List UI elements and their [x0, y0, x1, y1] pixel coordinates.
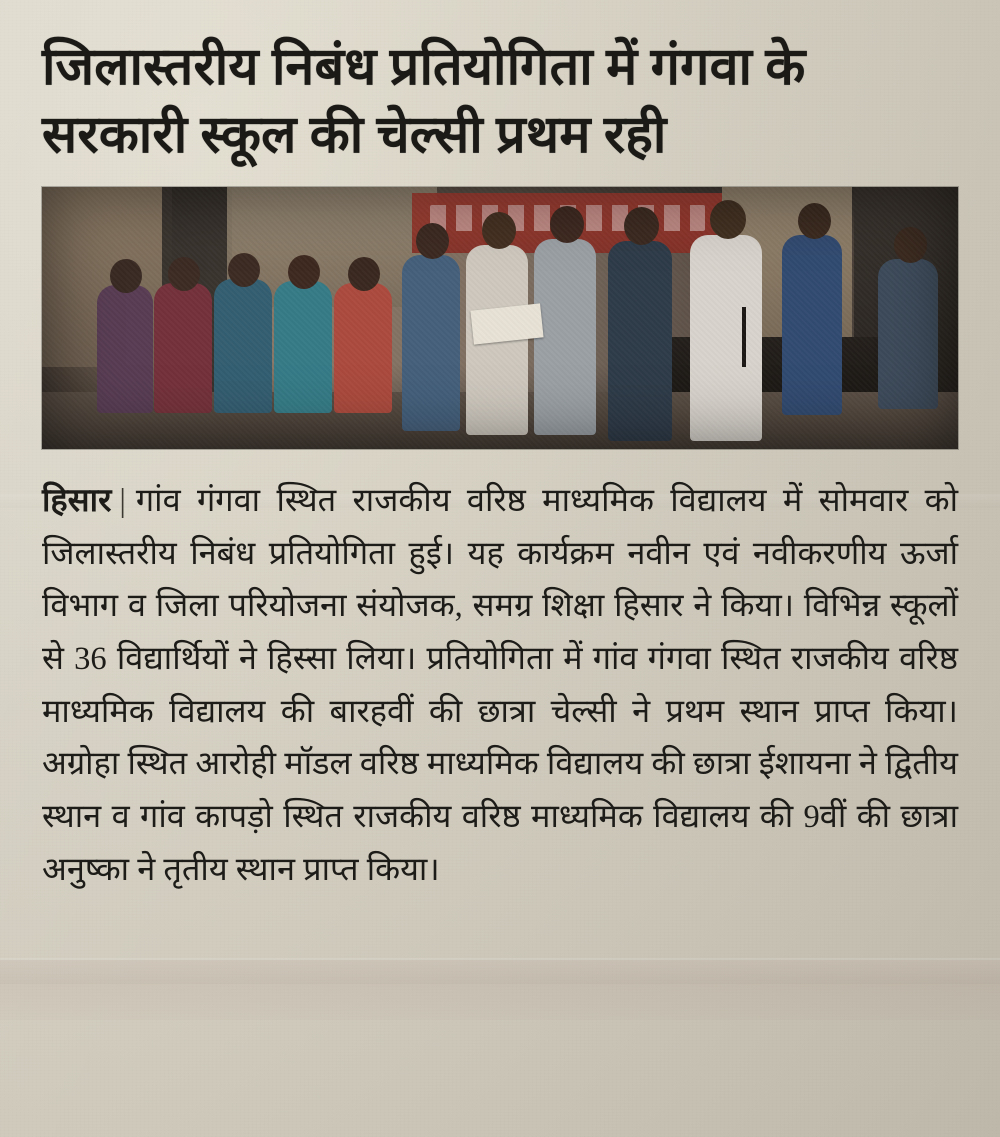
photo-person-head — [894, 227, 927, 263]
article-body-text: गांव गंगवा स्थित राजकीय वरिष्ठ माध्यमिक विद्यालय में सोमवार को जिलास्तरीय निबंध प्रतियोगिता हुई। यह कार्यक्रम नवीन एवं नवीकरणीय ऊर्जा विभाग व जिला परियोजना संयोजक, समग्र शिक्षा हिसार ने किया। विभिन्न स्कूलों से 36 विद्यार्थियों ने हिस्सा लिया। प्रतियोगिता में गांव गंगवा स्थित राजकीय वरिष्ठ माध्यमिक विद्यालय की बारहवीं की छात्रा चेल्सी ने प्रथम स्थान प्राप्त किया। अग्रोहा स्थित आरोही मॉडल वरिष्ठ माध्यमिक विद्यालय की छात्रा ईशायना ने द्वितीय स्थान व गांव कापड़ो स्थित राजकीय वरिष्ठ माध्यमिक विद्यालय की 9वीं की छात्रा अनुष्का ने तृतीय स्थान प्राप्त किया। — [42, 483, 958, 888]
photo-person — [214, 279, 272, 413]
photo-person — [782, 235, 842, 415]
dateline-separator: | — [119, 483, 126, 520]
photo-person — [154, 283, 212, 413]
photo-person — [274, 281, 332, 413]
photo-person-head — [228, 253, 260, 287]
photo-person — [608, 241, 672, 441]
photo-person-head — [550, 206, 584, 243]
article-headline: जिलास्तरीय निबंध प्रतियोगिता में गंगवा के सरकारी स्कूल की चेल्सी प्रथम रही — [42, 39, 806, 164]
photo-certificate — [470, 304, 543, 345]
photo-person-head — [710, 200, 746, 239]
article-dateline: हिसार — [42, 483, 112, 520]
article — [42, 34, 958, 896]
photo-person — [402, 255, 460, 431]
paper-stain — [0, 960, 1000, 1020]
photo-person-head — [288, 255, 320, 289]
article-photo — [42, 187, 958, 449]
photo-image — [42, 187, 958, 449]
photo-person — [97, 285, 153, 413]
photo-person-head — [416, 223, 449, 259]
photo-person — [334, 283, 392, 413]
photo-person-head — [482, 212, 516, 249]
photo-person-head — [348, 257, 380, 291]
photo-person — [878, 259, 938, 409]
article-body — [42, 475, 958, 896]
photo-speaker — [690, 235, 762, 441]
paper-fold-lower — [0, 958, 1000, 984]
photo-person-head — [624, 207, 659, 245]
photo-person-head — [110, 259, 142, 293]
photo-person-head — [168, 257, 200, 291]
photo-microphone-stand — [742, 307, 746, 367]
photo-person-head — [798, 203, 831, 239]
